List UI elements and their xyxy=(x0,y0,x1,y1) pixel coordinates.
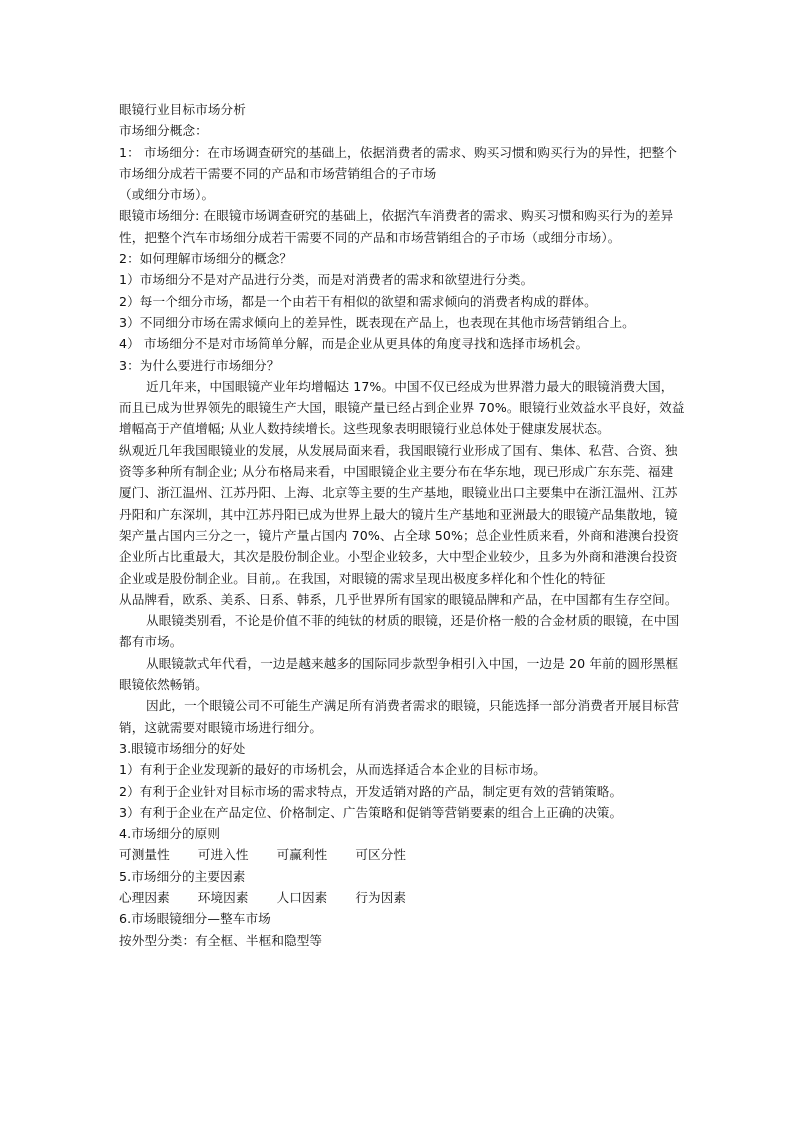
paragraph: 纵观近几年我国眼镜业的发展，从发展局面来看，我国眼镜行业形成了国有、集体、私营、合资、独资等多种所有制企业; 从分布格局来看，中国眼镜企业主要分布在华东地，现已形成广东东莞、福建厦门、浙江温州、江苏丹阳、上海、北京等主要的生产基地，眼镜业出口主要集中在浙江温州、江苏丹阳和广东深圳，其中江苏丹阳已成为世界上最大的镜片生产基地和亚洲最大的眼镜产品集散地，镜架产量占国内三分之一，镜片产量占国内 70%、占全球 50%；总企业性质来看，外商和港澳台投资企业所占比重最大，其次是股份制企业。小型企业较多，大中型企业较少，且多为外商和港澳台投资企业或是股份制企业。目前,。在我国，对眼镜的需求呈现出极度多样化和个性化的特征 xyxy=(119,442,679,586)
paragraph: 近几年来，中国眼镜产业年均增幅达 17%。中国不仅已经成为世界潜力最大的眼镜消费大国，而且已成为世界领先的眼镜生产大国，眼镜产量已经占到企业界 70%。眼镜行业效益水平良好，效益增幅高于产值增幅; 从业人数持续增长。这些现象表明眼镜行业总体处于健康发展状态。 xyxy=(119,378,685,437)
list-item: 2）有利于企业针对目标市场的需求特点，开发适销对路的产品，制定更有效的营销策略。 xyxy=(119,783,623,799)
paragraph: 从眼镜款式年代看，一边是越来越多的国际同步款型争相引入中国，一边是 20 年前的圆形黑框眼镜依然畅销。 xyxy=(119,655,679,693)
paragraph: 1： 市场细分：在市场调查研究的基础上，依据消费者的需求、购买习惯和购买行为的异性，把整个市场细分成若干需要不同的产品和市场营销组合的子市场 xyxy=(119,144,678,181)
list-item: 3）不同细分市场在需求倾向上的差异性，既表现在产品上，也表现在其他市场营销组合上。 xyxy=(119,314,635,330)
document-title: 眼镜行业目标市场分析 xyxy=(119,102,246,117)
question-heading: 2：如何理解市场细分的概念？ xyxy=(119,251,293,267)
factor-item: 环境因素 xyxy=(197,889,249,905)
principle-item: 可测量性 xyxy=(119,847,170,863)
list-item: 4） 市场细分不是对市场简单分解，而是企业从更具体的角度寻找和选择市场机会。 xyxy=(119,336,589,352)
paragraph: 因此，一个眼镜公司不可能生产满足所有消费者需求的眼镜，只能选择一部分消费者开展目标营销，这就需要对眼镜市场进行细分。 xyxy=(119,698,680,735)
paragraph: 眼镜市场细分: 在眼镜市场调查研究的基础上，依据汽车消费者的需求、购买习惯和购买行为的差异性，把整个汽车市场细分成若干需要不同的产品和市场营销组合的子市场（或细分市场）。 xyxy=(119,208,674,245)
paragraph: 从眼镜类别看，不论是价值不菲的纯钛的材质的眼镜，还是价格一般的合金材质的眼镜，在中国都有市场。 xyxy=(119,613,680,650)
factor-item: 人口因素 xyxy=(276,889,328,905)
section-heading: 4.市场细分的原则 xyxy=(119,826,221,842)
document-body xyxy=(119,99,685,951)
question-heading: 3：为什么要进行市场细分？ xyxy=(119,357,280,373)
section-heading: 6.市场眼镜细分—整车市场 xyxy=(119,911,271,927)
list-item: 2）每一个细分市场，都是一个由若干有相似的欲望和需求倾向的消费者构成的群体。 xyxy=(119,293,597,309)
list-item: 1）有利于企业发现新的最好的市场机会，从而选择适合本企业的目标市场。 xyxy=(119,762,547,778)
paragraph: 按外型分类：有全框、半框和隐型等 xyxy=(119,932,323,948)
list-item: 3）有利于企业在产品定位、价格制定、广告策略和促销等营销要素的组合上正确的决策。 xyxy=(119,804,623,820)
principle-item: 可赢利性 xyxy=(276,847,328,863)
factors-row xyxy=(119,887,685,908)
section-heading: 市场细分概念： xyxy=(119,123,208,139)
section-heading: 3.眼镜市场细分的好处 xyxy=(119,740,246,756)
principle-item: 可进入性 xyxy=(197,847,249,863)
paragraph: 从品牌看，欧系、美系、日系、韩系，几乎世界所有国家的眼镜品牌和产品，在中国都有生存空间。 xyxy=(119,591,678,607)
principles-row xyxy=(119,844,685,865)
factor-item: 心理因素 xyxy=(119,889,170,905)
list-item: 1）市场细分不是对产品进行分类，而是对消费者的需求和欲望进行分类。 xyxy=(119,272,534,288)
paragraph: （或细分市场）。 xyxy=(119,187,215,203)
factor-item: 行为因素 xyxy=(355,889,407,905)
section-heading: 5.市场细分的主要因素 xyxy=(119,868,246,884)
principle-item: 可区分性 xyxy=(355,847,407,863)
